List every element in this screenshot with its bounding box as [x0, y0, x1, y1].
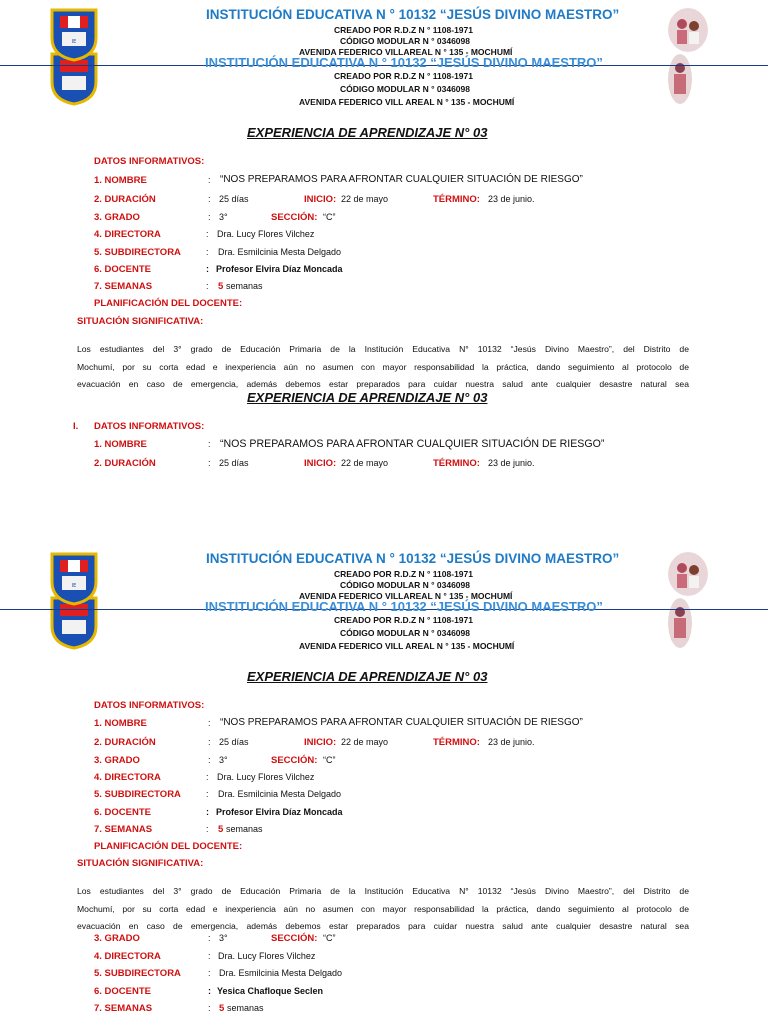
colon: : [208, 458, 211, 468]
situacion-paragraph-line: Los estudiantes del 3° grado de Educación Primaria de la Institución Educativa N° 10132 “Jesús Divino Maestro”, del Distrito de [77, 344, 689, 354]
modular-code-duplicate: CÓDIGO MODULAR N ° 0346098 [340, 84, 470, 94]
docente-value-alt: Yesica Chafloque Seclen [217, 986, 324, 996]
datos-heading-duplicate: DATOS INFORMATIVOS: [94, 421, 205, 432]
colon: : [206, 281, 209, 291]
termino-value-duplicate: 23 de junio. [488, 458, 535, 468]
subdirectora-label: 5. SUBDIRECTORA [94, 789, 181, 800]
experience-title: EXPERIENCIA DE APRENDIZAJE N° 03 [247, 669, 488, 684]
colon: : [208, 755, 211, 765]
creation-resolution-duplicate: CREADO POR R.D.Z N ° 1108-1971 [334, 71, 473, 81]
roman-numeral: I. [73, 421, 79, 432]
semanas-unit: semanas [226, 281, 263, 291]
grado-value: 3° [219, 212, 228, 222]
subdirectora-label-duplicate: 5. SUBDIRECTORA [94, 968, 181, 979]
grado-label: 3. GRADO [94, 212, 140, 223]
modular-code: CÓDIGO MODULAR N ° 0346098 [340, 36, 470, 46]
school-name: INSTITUCIÓN EDUCATIVA N ° 10132 “JESÚS DIVINO MAESTRO” [206, 551, 620, 566]
situacion-paragraph-line: evacuación en caso de emergencia, además debemos estar preparados para cuidar nuestra salud ante cualquier desastre natural sea [77, 921, 689, 931]
school-address: AVENIDA FEDERICO VILLAREAL N ° 135 - MOCHUMÍ [299, 591, 513, 601]
colon: : [208, 212, 211, 222]
planificacion-heading: PLANIFICACIÓN DEL DOCENTE: [94, 298, 243, 309]
colon: : [206, 807, 209, 817]
colon: : [206, 229, 209, 239]
docente-label-duplicate: 6. DOCENTE [94, 986, 152, 997]
semanas-number: 5 [218, 824, 224, 835]
inicio-value: 22 de mayo [341, 737, 389, 747]
directora-label: 4. DIRECTORA [94, 772, 161, 783]
nombre-label-duplicate: 1. NOMBRE [94, 439, 147, 450]
creation-resolution-duplicate: CREADO POR R.D.Z N ° 1108-1971 [334, 615, 473, 625]
semanas-number-duplicate: 5 [219, 1003, 225, 1014]
school-address-duplicate: AVENIDA FEDERICO VILL AREAL N ° 135 - MOCHUMÍ [299, 641, 515, 651]
students-photo-icon [668, 598, 692, 648]
docente-value: Profesor Elvira Díaz Moncada [216, 264, 343, 274]
modular-code-duplicate: CÓDIGO MODULAR N ° 0346098 [340, 628, 470, 638]
school-name-duplicate: INSTITUCIÓN EDUCATIVA N ° 10132 “JESÚS DIVINO MAESTRO” [205, 55, 603, 70]
school-logo-icon [48, 550, 100, 611]
datos-heading: DATOS INFORMATIVOS: [94, 156, 205, 167]
colon: : [206, 789, 209, 799]
svg-text:IE: IE [71, 39, 77, 45]
situacion-paragraph-line: evacuación en caso de emergencia, además debemos estar preparados para cuidar nuestra salud ante cualquier desastre natural sea [77, 379, 689, 389]
datos-heading: DATOS INFORMATIVOS: [94, 700, 205, 711]
semanas-number: 5 [218, 281, 224, 292]
inicio-value-duplicate: 22 de mayo [341, 458, 389, 468]
inicio-label-duplicate: INICIO: [304, 458, 337, 469]
nombre-value: “NOS PREPARAMOS PARA AFRONTAR CUALQUIER SITUACIÓN DE RIESGO” [220, 174, 583, 185]
docente-value: Profesor Elvira Díaz Moncada [216, 807, 343, 817]
students-photo-icon [668, 552, 708, 596]
students-photo-icon [668, 8, 708, 52]
duracion-label: 2. DURACIÓN [94, 737, 156, 748]
termino-label-duplicate: TÉRMINO: [433, 458, 480, 469]
colon: : [206, 264, 209, 274]
termino-value: 23 de junio. [488, 737, 535, 747]
situacion-paragraph-line: Los estudiantes del 3° grado de Educación Primaria de la Institución Educativa N° 10132 “Jesús Divino Maestro”, del Distrito de [77, 886, 689, 896]
nombre-label: 1. NOMBRE [94, 718, 147, 729]
subdirectora-value: Dra. Esmilcinia Mesta Delgado [218, 789, 342, 799]
termino-value: 23 de junio. [488, 194, 535, 204]
duracion-label-duplicate: 2. DURACIÓN [94, 458, 156, 469]
school-address-duplicate: AVENIDA FEDERICO VILL AREAL N ° 135 - MOCHUMÍ [299, 97, 515, 107]
directora-value: Dra. Lucy Flores Vilchez [217, 772, 315, 782]
duracion-value: 25 días [219, 737, 249, 747]
duracion-value: 25 días [219, 194, 249, 204]
seccion-value: “C” [323, 755, 336, 765]
school-address: AVENIDA FEDERICO VILLAREAL N ° 135 - MOCHUMÍ [299, 47, 513, 57]
seccion-label-duplicate: SECCIÓN: [271, 933, 318, 944]
seccion-value: “C” [323, 212, 336, 222]
creation-resolution: CREADO POR R.D.Z N ° 1108-1971 [334, 569, 473, 579]
svg-text:IE: IE [71, 583, 77, 589]
colon: : [208, 986, 211, 996]
students-photo-icon [668, 54, 692, 104]
creation-resolution: CREADO POR R.D.Z N ° 1108-1971 [334, 25, 473, 35]
directora-label: 4. DIRECTORA [94, 229, 161, 240]
semanas-label: 7. SEMANAS [94, 281, 153, 292]
nombre-value: “NOS PREPARAMOS PARA AFRONTAR CUALQUIER SITUACIÓN DE RIESGO” [220, 717, 583, 728]
semanas-label: 7. SEMANAS [94, 824, 153, 835]
subdirectora-value: Dra. Esmilcinia Mesta Delgado [218, 247, 342, 257]
school-name-duplicate: INSTITUCIÓN EDUCATIVA N ° 10132 “JESÚS DIVINO MAESTRO” [205, 599, 603, 614]
duracion-value-duplicate: 25 días [219, 458, 249, 468]
planificacion-heading: PLANIFICACIÓN DEL DOCENTE: [94, 841, 243, 852]
duracion-label: 2. DURACIÓN [94, 194, 156, 205]
seccion-label: SECCIÓN: [271, 212, 318, 223]
colon: : [208, 175, 211, 185]
colon: : [206, 247, 209, 257]
colon: : [208, 737, 211, 747]
colon: : [208, 439, 211, 449]
colon: : [208, 718, 211, 728]
nombre-label: 1. NOMBRE [94, 175, 147, 186]
grado-label: 3. GRADO [94, 755, 140, 766]
inicio-value: 22 de mayo [341, 194, 389, 204]
colon: : [206, 824, 209, 834]
situacion-paragraph-line: Mochumí, por su corta edad e inexperiencia aún no asumen con mayor responsabilidad la práctica, dando seguimiento al protocolo de [77, 362, 689, 372]
docente-label: 6. DOCENTE [94, 807, 152, 818]
colon: : [208, 933, 211, 943]
subdirectora-value-duplicate: Dra. Esmilcinia Mesta Delgado [219, 968, 343, 978]
grado-value-duplicate: 3° [219, 933, 228, 943]
nombre-value-duplicate: “NOS PREPARAMOS PARA AFRONTAR CUALQUIER SITUACIÓN DE RIESGO” [220, 438, 605, 450]
situacion-paragraph-line: Mochumí, por su corta edad e inexperiencia aún no asumen con mayor responsabilidad la práctica, dando seguimiento al protocolo de [77, 904, 689, 914]
inicio-label: INICIO: [304, 737, 337, 748]
experience-title: EXPERIENCIA DE APRENDIZAJE N° 03 [247, 125, 488, 140]
situacion-heading: SITUACIÓN SIGNIFICATIVA: [77, 316, 204, 327]
docente-label: 6. DOCENTE [94, 264, 152, 275]
seccion-label: SECCIÓN: [271, 755, 318, 766]
subdirectora-label: 5. SUBDIRECTORA [94, 247, 181, 258]
school-logo-icon [48, 6, 100, 67]
termino-label: TÉRMINO: [433, 737, 480, 748]
situacion-heading: SITUACIÓN SIGNIFICATIVA: [77, 858, 204, 869]
grado-value: 3° [219, 755, 228, 765]
seccion-value-duplicate: “C” [323, 933, 336, 943]
directora-value-duplicate: Dra. Lucy Flores Vilchez [218, 951, 316, 961]
colon: : [208, 968, 211, 978]
directora-label-duplicate: 4. DIRECTORA [94, 951, 161, 962]
modular-code: CÓDIGO MODULAR N ° 0346098 [340, 580, 470, 590]
semanas-unit: semanas [226, 824, 263, 834]
colon: : [208, 1003, 211, 1013]
colon: : [208, 194, 211, 204]
inicio-label: INICIO: [304, 194, 337, 205]
semanas-unit-duplicate: semanas [227, 1003, 264, 1013]
semanas-label-duplicate: 7. SEMANAS [94, 1003, 153, 1014]
colon: : [208, 951, 211, 961]
termino-label: TÉRMINO: [433, 194, 480, 205]
school-name: INSTITUCIÓN EDUCATIVA N ° 10132 “JESÚS DIVINO MAESTRO” [206, 7, 620, 22]
grado-label-duplicate: 3. GRADO [94, 933, 140, 944]
colon: : [206, 772, 209, 782]
experience-title-duplicate: EXPERIENCIA DE APRENDIZAJE N° 03 [247, 390, 488, 405]
directora-value: Dra. Lucy Flores Vilchez [217, 229, 315, 239]
